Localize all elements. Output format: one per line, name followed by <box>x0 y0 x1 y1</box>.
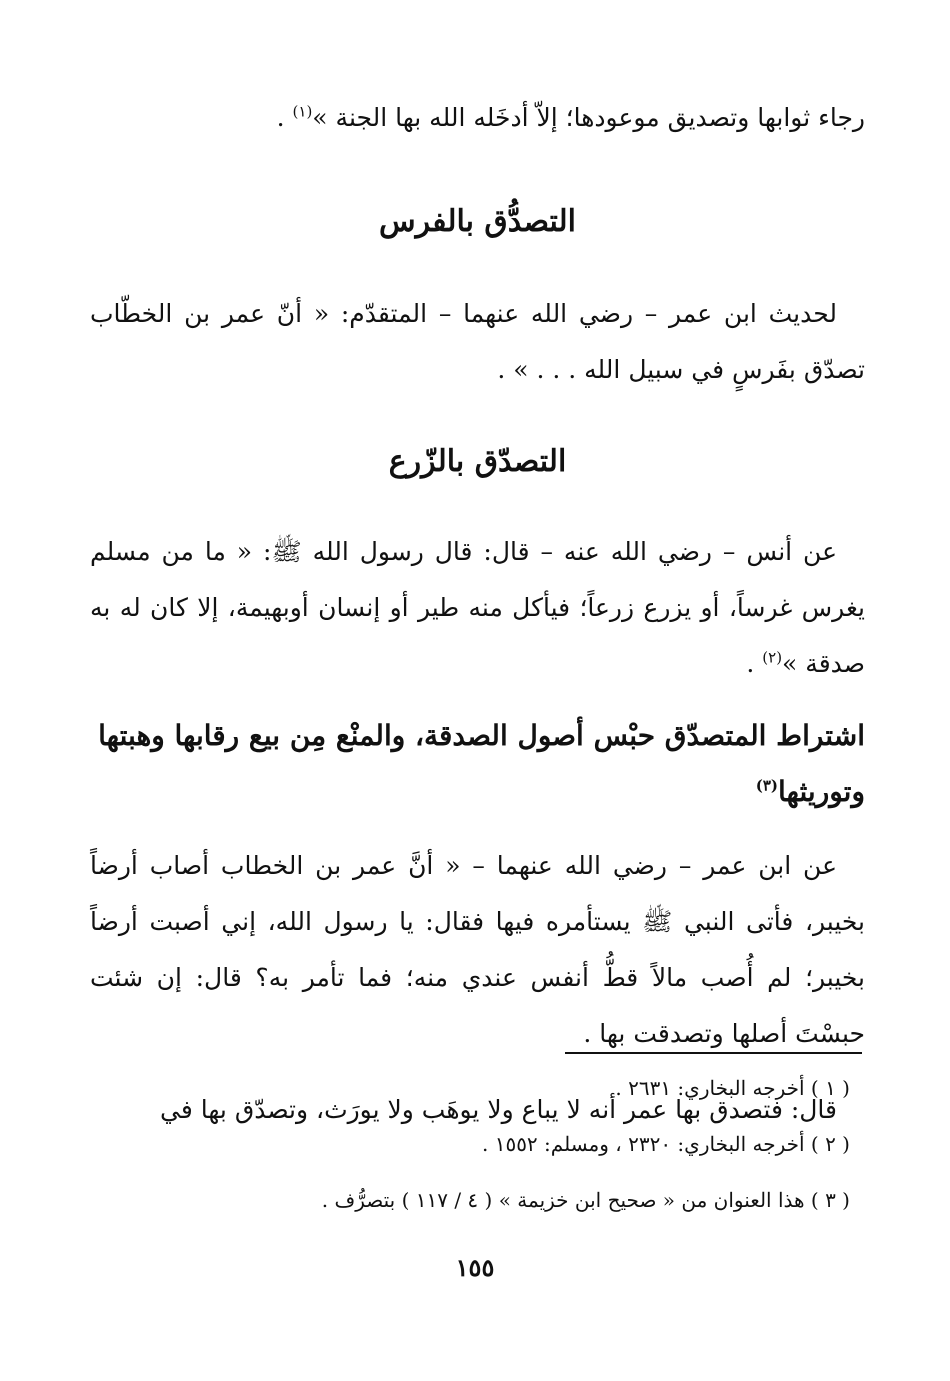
footnote-ref-3: (٣) <box>755 776 779 795</box>
paragraph-zar-end: . <box>746 649 763 678</box>
paragraph-zar <box>90 524 865 692</box>
footnote-1: ( ١ ) أخرجه البخاري: ٢٦٣١ . <box>615 1076 850 1100</box>
footnote-divider <box>565 1052 862 1054</box>
footnote-ref-1: (١) <box>292 102 313 121</box>
section-title-faras: التصدُّق بالفرس <box>379 204 576 239</box>
paragraph-faras: لحديث ابن عمر – رضي الله عنهما – المتقدّم: « أنّ عمر بن الخطّاب تصدّق بفَرسٍ في سبيل الله . . . » . <box>90 299 865 384</box>
footnote-2: ( ٢ ) أخرجه البخاري: ٢٣٢٠ ، ومسلم: ١٥٥٢ . <box>481 1132 850 1156</box>
paragraph-intro-end: . <box>276 103 293 132</box>
paragraph-qal: قال: فتصدق بها عمر أنه لا يباع ولا يوهَب ولا يورَث، وتصدّق بها في <box>160 1095 837 1124</box>
paragraph-zar-text: عن أنس – رضي الله عنه – قال: قال رسول الله ﷺ: « ما من مسلم يغرس غرساً، أو يزرع زرعاً؛ فيأكل منه طير أو إنسان أوبهيمة، إلا كان له به صدقة » <box>90 537 865 678</box>
page-body <box>90 90 865 1138</box>
section-title-ishtirat <box>90 708 865 820</box>
page-number: ١٥٥ <box>455 1253 495 1282</box>
footnote-3: ( ٣ ) هذا العنوان من « صحيح ابن خزيمة » ( ٤ / ١١٧ ) بتصرُّف . <box>321 1188 850 1212</box>
footnotes <box>90 1060 850 1228</box>
paragraph-intro <box>90 90 865 146</box>
paragraph-ibn-umar: عن ابن عمر – رضي الله عنهما – « أنَّ عمر بن الخطاب أصاب أرضاً بخيبر، فأتى النبي ﷺ يستأمره فيها فقال: يا رسول الله، إني أصبت أرضاً بخيبر؛ لم أُصب مالاً قطُّ أنفس عندي منه؛ فما تأمر به؟ قال: إن شئت حبسْتَ أصلها وتصدقت بها . <box>90 851 865 1048</box>
footnote-ref-2: (٢) <box>762 648 783 667</box>
section-title-zar: التصدّق بالزّرع <box>388 444 567 479</box>
section-title-ishtirat-text: اشتراط المتصدّق حبْس أصول الصدقة، والمنْع مِن بيع رقابها وهبتها وتوريثها <box>98 719 865 808</box>
paragraph-intro-text: رجاء ثوابها وتصديق موعودها؛ إلاّ أدخَله الله بها الجنة » <box>312 103 865 132</box>
